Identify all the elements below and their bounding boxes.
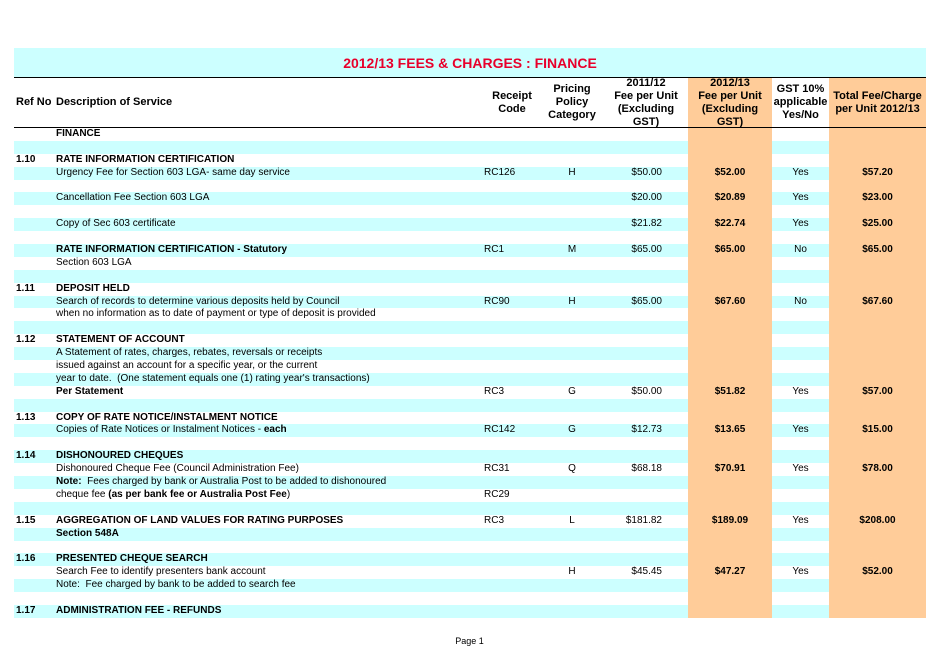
header-line: (Excluding GST) (701, 102, 759, 128)
peach-column-cell (829, 412, 926, 425)
header-pricing (544, 78, 600, 127)
fee-2011-12: $181.82 (625, 514, 662, 526)
fee-2012-13: $70.91 (714, 463, 746, 475)
peach-column-cell (829, 553, 926, 566)
header-fee-2011 (604, 78, 688, 127)
description-text: Copy of Sec 603 certificate (56, 218, 176, 230)
peach-column-cell (688, 437, 772, 450)
description-text: RATE INFORMATION CERTIFICATION (56, 153, 235, 165)
fee-2012-13: $52.00 (714, 166, 746, 178)
ref-no: 1.10 (16, 153, 36, 165)
fee-2011-12: $50.00 (631, 166, 662, 178)
service-description (56, 605, 476, 618)
table-row (14, 141, 926, 154)
ref-no: 1.14 (16, 450, 36, 462)
fee-2011-12: $12.73 (631, 424, 662, 436)
peach-column-cell (829, 308, 926, 321)
service-description (56, 283, 476, 296)
ref-no: 1.17 (16, 604, 36, 616)
peach-column-cell (688, 257, 772, 270)
column-header-row (14, 78, 926, 128)
ref-no: 1.16 (16, 553, 36, 565)
header-ref: Ref No (16, 96, 52, 108)
peach-column-cell (688, 308, 772, 321)
fee-2011-12: $20.00 (631, 192, 662, 204)
peach-column-cell (688, 347, 772, 360)
peach-column-cell (688, 154, 772, 167)
header-line: Yes/No (782, 109, 819, 121)
receipt-code: RC3 (484, 514, 505, 526)
gst-applicable: Yes (792, 424, 809, 436)
table-row (14, 489, 926, 502)
receipt-code: RC126 (484, 166, 516, 178)
description-text: A Statement of rates, charges, rebates, reversals or receipts (56, 347, 323, 359)
receipt-code: RC90 (484, 295, 510, 307)
description-text: Search of records to determine various deposits held by Council (56, 295, 340, 307)
description-text: Fees charged by bank or Australia Post to be added to dishonoured (81, 476, 387, 488)
table-row (14, 128, 926, 141)
description-text: year to date. (One statement equals one (1) rating year's transactions) (56, 372, 370, 384)
peach-column-cell (829, 180, 926, 193)
peach-column-cell (829, 528, 926, 541)
total-fee: $15.00 (862, 424, 893, 436)
table-row (14, 515, 926, 528)
table-row (14, 463, 926, 476)
description-text: STATEMENT OF ACCOUNT (56, 334, 185, 346)
header-line: applicable (773, 96, 828, 108)
service-description (56, 386, 476, 399)
peach-column-cell (688, 592, 772, 605)
service-description (56, 412, 476, 425)
service-description (56, 515, 476, 528)
peach-column-cell (688, 476, 772, 489)
description-text: Urgency Fee for Section 603 LGA- same day service (56, 166, 290, 178)
total-fee: $57.20 (862, 166, 893, 178)
peach-column-cell (829, 399, 926, 412)
description-text: Search Fee to identify presenters bank account (56, 566, 266, 578)
peach-column-cell (688, 270, 772, 283)
ref-no: 1.12 (16, 334, 36, 346)
peach-column-cell (688, 528, 772, 541)
peach-column-cell (688, 541, 772, 554)
service-description (56, 476, 476, 489)
header-line: Fee per Unit (698, 89, 762, 102)
service-description (56, 424, 476, 437)
table-row (14, 476, 926, 489)
description-text: Per Statement (56, 385, 124, 397)
peach-column-cell (688, 553, 772, 566)
peach-column-cell (688, 141, 772, 154)
table-row (14, 192, 926, 205)
table-row (14, 502, 926, 515)
peach-column-cell (829, 334, 926, 347)
header-line: per Unit 2012/13 (835, 102, 920, 115)
pricing-category: H (568, 566, 576, 578)
gst-applicable: Yes (792, 385, 809, 397)
pricing-category: H (568, 295, 576, 307)
total-fee: $52.00 (862, 566, 893, 578)
gst-applicable: Yes (792, 166, 809, 178)
table-row (14, 244, 926, 257)
header-fee-2012 (688, 78, 772, 127)
description-text: FINANCE (56, 128, 101, 139)
header-line: Receipt (492, 89, 532, 102)
table-row (14, 373, 926, 386)
total-fee: $57.00 (862, 385, 893, 397)
peach-column-cell (829, 579, 926, 592)
pricing-category: H (568, 166, 576, 178)
service-description (56, 218, 476, 231)
sheet-title: 2012/13 FEES & CHARGES : FINANCE (343, 54, 597, 71)
table-row (14, 579, 926, 592)
service-description (56, 360, 476, 373)
fee-2012-13: $189.09 (711, 514, 749, 526)
header-gst (772, 78, 829, 127)
fee-table-body (14, 128, 926, 618)
table-row (14, 283, 926, 296)
service-description (56, 154, 476, 167)
ref-no: 1.11 (16, 282, 35, 294)
table-row (14, 218, 926, 231)
description-text: Section 603 LGA (56, 256, 132, 268)
peach-column-cell (829, 141, 926, 154)
gst-applicable: No (794, 295, 807, 307)
peach-column-cell (829, 476, 926, 489)
table-row (14, 360, 926, 373)
service-description (56, 373, 476, 386)
description-text: Copies of Rate Notices or Instalment Notices - (56, 424, 264, 436)
header-receipt (482, 78, 542, 127)
table-row (14, 605, 926, 618)
table-row (14, 257, 926, 270)
peach-column-cell (688, 334, 772, 347)
gst-applicable: Yes (792, 514, 809, 526)
table-row (14, 386, 926, 399)
ref-no: 1.15 (16, 514, 36, 526)
service-description (56, 167, 476, 180)
table-row (14, 541, 926, 554)
service-description (56, 528, 476, 541)
service-description (56, 579, 476, 592)
peach-column-cell (688, 373, 772, 386)
note-label: Note: (56, 476, 82, 488)
fee-2012-13: $22.74 (714, 218, 746, 230)
description-tail: ) (286, 488, 291, 500)
gst-applicable: Yes (792, 192, 809, 204)
header-line: Category (548, 109, 596, 121)
table-row (14, 347, 926, 360)
fee-2012-13: $51.82 (714, 385, 746, 397)
peach-column-cell (829, 592, 926, 605)
fee-2012-13: $20.89 (714, 192, 746, 204)
peach-column-cell (829, 502, 926, 515)
peach-column-cell (829, 489, 926, 502)
fee-2011-12: $68.18 (631, 463, 662, 475)
pricing-category: G (568, 424, 576, 436)
description-text: AGGREGATION OF LAND VALUES FOR RATING PURPOSES (56, 514, 344, 526)
description-text: Cancellation Fee Section 603 LGA (56, 192, 210, 204)
peach-column-cell (829, 231, 926, 244)
peach-column-cell (829, 128, 926, 141)
peach-column-cell (829, 270, 926, 283)
header-total (829, 78, 926, 127)
header-line: Code (498, 102, 526, 115)
description-text: COPY OF RATE NOTICE/INSTALMENT NOTICE (56, 411, 278, 423)
description-text: PRESENTED CHEQUE SEARCH (56, 553, 208, 565)
table-row (14, 154, 926, 167)
table-row (14, 437, 926, 450)
header-description: Description of Service (56, 96, 173, 108)
header-line: Pricing (553, 83, 591, 95)
peach-column-cell (688, 180, 772, 193)
table-row (14, 424, 926, 437)
service-description (56, 296, 476, 309)
service-description (56, 489, 476, 502)
description-text: Dishonoured Cheque Fee (Council Administration Fee) (56, 463, 299, 475)
table-row (14, 566, 926, 579)
table-row (14, 231, 926, 244)
peach-column-cell (829, 541, 926, 554)
gst-applicable: Yes (792, 566, 809, 578)
service-description (56, 334, 476, 347)
table-row (14, 167, 926, 180)
description-text: cheque fee (56, 488, 109, 500)
peach-column-cell (829, 257, 926, 270)
service-description (56, 566, 476, 579)
peach-column-cell (829, 450, 926, 463)
description-text: DISHONOURED CHEQUES (56, 450, 184, 462)
peach-column-cell (688, 283, 772, 296)
header-line: Total Fee/Charge (833, 89, 922, 102)
receipt-code: RC31 (484, 463, 510, 475)
peach-column-cell (688, 128, 772, 141)
peach-column-cell (829, 360, 926, 373)
service-description (56, 463, 476, 476)
peach-column-cell (688, 489, 772, 502)
peach-column-cell (829, 373, 926, 386)
description-text: Note: Fee charged by bank to be added to search fee (56, 579, 296, 591)
table-row (14, 180, 926, 193)
description-text: issued against an account for a specific year, or the current (56, 360, 318, 372)
fee-2011-12: $65.00 (631, 295, 662, 307)
ref-no: 1.13 (16, 411, 36, 423)
peach-column-cell (829, 283, 926, 296)
table-row (14, 450, 926, 463)
receipt-code: RC29 (484, 488, 510, 500)
pricing-category: L (569, 514, 575, 526)
description-text: RATE INFORMATION CERTIFICATION - Statutory (56, 244, 288, 256)
fees-sheet (14, 48, 926, 618)
peach-column-cell (829, 321, 926, 334)
table-row (14, 205, 926, 218)
peach-column-cell (688, 605, 772, 618)
pricing-category: Q (568, 463, 576, 475)
service-description (56, 553, 476, 566)
header-line: GST 10% (776, 83, 825, 95)
description-text: Section 548A (56, 527, 119, 539)
fee-2012-13: $47.27 (714, 566, 746, 578)
page-number: Page 1 (455, 636, 484, 646)
description-text: when no information as to date of payment or type of deposit is provided (56, 308, 376, 320)
service-description (56, 450, 476, 463)
peach-column-cell (688, 205, 772, 218)
header-line: 2012/13 (710, 76, 750, 89)
peach-column-cell (829, 605, 926, 618)
table-row (14, 296, 926, 309)
peach-column-cell (688, 399, 772, 412)
service-description (56, 347, 476, 360)
total-fee: $65.00 (862, 244, 893, 256)
service-description (56, 192, 476, 205)
gst-applicable: Yes (792, 463, 809, 475)
peach-column-cell (688, 360, 772, 373)
peach-column-cell (829, 347, 926, 360)
total-fee: $25.00 (862, 218, 893, 230)
receipt-code: RC142 (484, 424, 516, 436)
fee-2011-12: $65.00 (631, 244, 662, 256)
header-line: 2011/12 (626, 76, 666, 89)
header-line: (Excluding GST) (617, 102, 675, 128)
header-line: Policy (555, 96, 589, 108)
peach-column-cell (688, 579, 772, 592)
service-description (56, 244, 476, 257)
peach-column-cell (688, 412, 772, 425)
table-row (14, 528, 926, 541)
fee-2012-13: $65.00 (714, 244, 746, 256)
total-fee: $208.00 (859, 514, 896, 526)
peach-column-cell (829, 205, 926, 218)
pricing-category: G (568, 385, 576, 397)
receipt-code: RC3 (484, 385, 505, 397)
service-description (56, 308, 476, 321)
gst-applicable: Yes (792, 218, 809, 230)
peach-column-cell (829, 154, 926, 167)
peach-column-cell (688, 502, 772, 515)
table-row (14, 399, 926, 412)
table-row (14, 334, 926, 347)
sheet-title-bar (14, 48, 926, 78)
gst-applicable: No (794, 244, 807, 256)
table-row (14, 308, 926, 321)
receipt-code: RC1 (484, 244, 505, 256)
description-text: DEPOSIT HELD (56, 282, 130, 294)
total-fee: $23.00 (862, 192, 893, 204)
description-emphasis: each (263, 424, 287, 436)
fee-2011-12: $45.45 (631, 566, 662, 578)
total-fee: $67.60 (862, 295, 893, 307)
fee-2012-13: $13.65 (714, 424, 746, 436)
fee-2012-13: $67.60 (714, 295, 746, 307)
fee-2011-12: $21.82 (631, 218, 662, 230)
table-row (14, 592, 926, 605)
pricing-category: M (567, 244, 577, 256)
header-line: Fee per Unit (614, 89, 678, 102)
table-row (14, 553, 926, 566)
peach-column-cell (829, 437, 926, 450)
total-fee: $78.00 (862, 463, 893, 475)
fee-2011-12: $50.00 (631, 385, 662, 397)
peach-column-cell (688, 231, 772, 244)
description-emphasis: (as per bank fee or Australia Post Fee (108, 488, 287, 500)
table-row (14, 412, 926, 425)
service-description (56, 257, 476, 270)
service-description (56, 128, 476, 141)
table-row (14, 270, 926, 283)
description-text: ADMINISTRATION FEE - REFUNDS (56, 604, 222, 616)
table-row (14, 321, 926, 334)
peach-column-cell (688, 450, 772, 463)
peach-column-cell (688, 321, 772, 334)
